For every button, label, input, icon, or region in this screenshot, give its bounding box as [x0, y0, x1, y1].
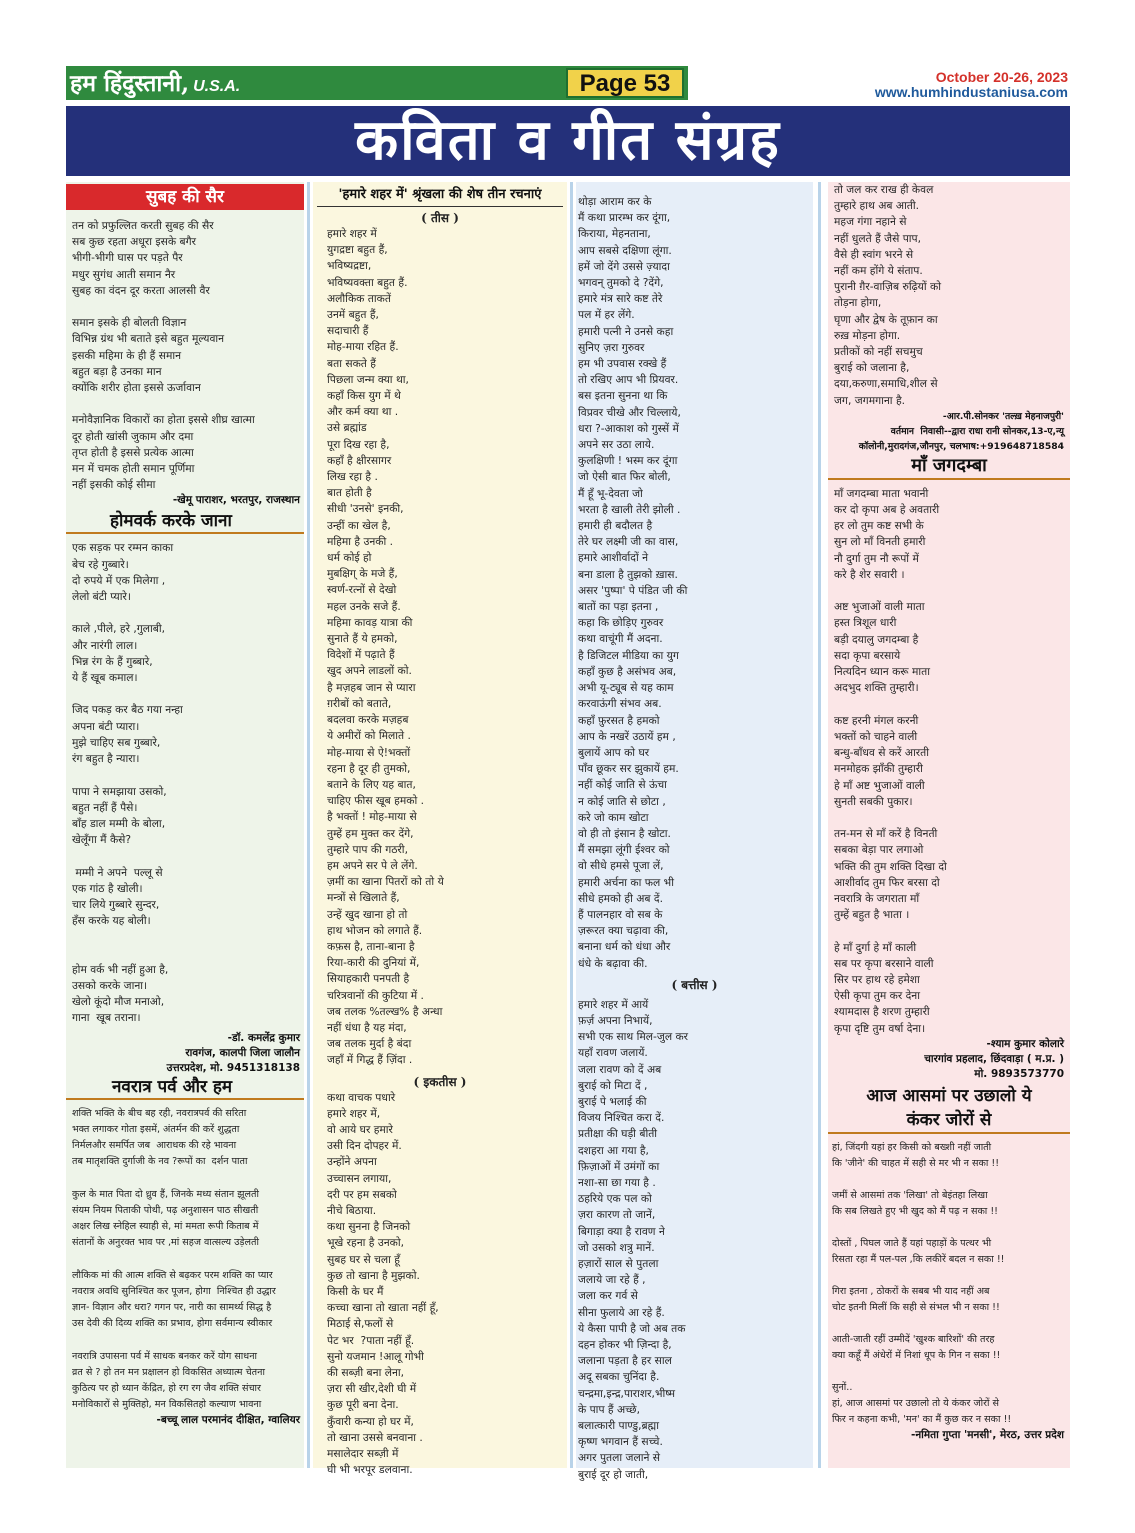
paper-name-hindi: हम हिंदुस्तानी, — [70, 70, 190, 97]
column-3 — [576, 182, 813, 1481]
series-title: 'हमारे शहर में' श्रृंखला की शेष तीन रचनाएं — [317, 184, 563, 207]
poem-author: -नमिता गुप्ता 'मनसी', मेरठ, उत्तर प्रदेश — [910, 1428, 1064, 1441]
column-divider — [570, 182, 573, 1468]
poem-author: -आर.पी.सोनकर 'तल्ख़ मेहनाजपुरी' वर्तमान निवासी--द्वारा राधा रानी सोनकर,13-ए,न्यू कॉलोनी,मुरादगंज,जौनपुर, चलभाष:+919648718584 — [858, 410, 1064, 452]
section-banner: कविता व गीत संग्रह — [66, 106, 1070, 176]
poem-battees-continued: तो जल कर राख ही केवल तुम्हारे हाथ अब आती. महज गंगा नहाने से नहीं धुलते हैं जैसे पाप, वैसे ही स्वांग भरने से नहीं कम होंगे ये संताप. पुरानी ग़ैर-वाज़िब रुढ़ियों को तोड़ना होगा, घृणा और द्वेष के तूफ़ान का रुख़ मोड़ना होगा. प्रतीकों को नहीं सचमुच बुराई को जलाना है, दया,करुणा,समाधि,शील से जग, जगमगाना है. — [834, 183, 941, 407]
poem-navratra: शक्ति भक्ति के बीच बह रही, नवरात्रपर्व की सरिता भक्त लगाकर गोता इसमें, अंतर्मन की करें शुद्धता निर्मलऔर समर्पित जब आराधक की रहे भावना तब मातृशक्ति दुर्गाजी के नव ?रूपों का दर्शन पाता कुल के मात पिता दो ध्रुव हैं, जिनके मध्य संतान झूलती संयम नियम पिताकी पोथी, पढ़ अनुशासन पाठ सीखती अक्षर लिख स्नेहिल स्याही से, मां ममता रूपी किताब में संतानों के अनुरक्त भाव पर ,मां सहज वात्सल्य उड़ेलती लौकिक मां की आत्म शक्ति से बढ़कर परम शक्ति का प्यार नवरात्र अवधि सुनिश्चित कर पूजन, होगा निश्चित ही उद्धार ज्ञान- विज्ञान और धरा? गगन पर, नारी का सामर्थ्य सिद्ध है उस देवी की दिव्य शक्ति का प्रभाव, होगा सर्वमान्य स्वीकार नवरात्रि उपासना पर्व में साधक बनकर करें योग साधना व्रत से ? हो तन मन प्रक्षालन हो विकसित अध्यात्म चेतना कुठित्य पर हो ध्यान केंद्रित, हो रग रग जैव शक्ति संचार मनोविकारों से मुक्तिहो, मन विकसितहो कल्याण भावना — [72, 1107, 276, 1411]
column-divider — [307, 182, 310, 1468]
poem-author: -खेमू पाराशर, भरतपुर, राजस्थान — [172, 494, 300, 507]
column-1 — [66, 182, 304, 1468]
section-heading: ( तीस ) — [421, 211, 459, 225]
column-2 — [313, 182, 567, 1477]
section-heading: ( इकतीस ) — [413, 1074, 467, 1089]
poem-title-navratra: नवरात्र पर्व और हम — [66, 1076, 304, 1100]
paper-name — [70, 70, 240, 101]
poem-iktees-continued: थोड़ा आराम कर के मैं कथा प्रारम्भ कर दूंगा, किराया, मेहनताना, आप सबसे दक्षिणा लूंगा. हमें जो देंगे उससे ज़्यादा भगवन् तुमको दे ?देंगे, हमारे मंत्र सारे कष्ट तेरे पल में हर लेंगे. हमारी पत्नी ने उनसे कहा सुनिए ज़रा गुरुवर हम भी उपवास रक्खे हैं तो रखिए आप भी प्रियवर. बस इतना सुनना था कि विप्रवर चीखे और चिल्लाये, धरा ?-आकाश को गुस्सें में अपने सर उठा लाये. कुलक्षिणी ! भस्म कर दूंगा जो ऐसी बात फिर बोली, मैं हूँ भू-देवता जो भरता है खाली तेरी झोली . हमारी ही बदौलत है तेरे घर लक्ष्मी जी का वास, हमारे आशीर्वादों ने बना डाला है तुझको ख़ास. असर 'पुष्पा' पे पंडित जी की बातों का पड़ा इतना , कहा कि छोड़िए गुरुवर कथा वाचूंगी मैं अदना. है डिजिटल मीडिया का युग कहाँ कुछ है असंभव अब, अभी यू-ट्यूब से यह काम करवाऊंगी संभव अब. कहाँ फ़ुरसत है हमको आप के नखरें उठायें हम , बुलायें आप को घर पाँव छूकर सर झुकायें हम. नहीं कोई जाति से ऊंचा न कोई जाति से छोटा , करे जो काम खोटा वो ही तो इंसान है खोटा. मैं समझा लूंगी ईश्वर को वो सीधे हमसे पूजा लें, हमारी अर्चना का फल भी सीधे हमको ही अब दें. हैं पालनहार वो सब के ज़रूरत क्या चढ़ावा की, बनाना धर्म को धंधा और धंधे के बढ़ावा की. — [578, 195, 688, 970]
column-4 — [828, 182, 1070, 1468]
poem-jagdamba: माँ जगदम्बा माता भवानी कर दो कृपा अब हे अवतारी हर लो तुम कष्ट सभी के सुन लो माँ विनती हमारी नौ दुर्गा तुम नौ रूपों में करे है शेर सवारी । अष्ट भुजाओं वाली माता हस्त त्रिशूल धारी बड़ी दयालु जगदम्बा है सदा कृपा बरसाये नित्यदिन ध्यान करू माता अदभुद शक्ति तुम्हारी। कष्ट हरनी मंगल करनी भक्तों को चाहने वाली बन्धु-बाँधव से करें आरती मनमोहक झाँकी तुम्हारी हे माँ अष्ट भुजाओं वाली सुनती सबकी पुकार। तन-मन से माँ करें है विनती सबका बेड़ा पार लगाओ भक्ति की तुम शक्ति दिखा दो आशीर्वाद तुम फिर बरसा दो नवरात्रि के जगराता माँ तुम्हें बहुत है भाता । हे माँ दुर्गा हे माँ काली सब पर कृपा बरसाने वाली सिर पर हाथ रहे हमेशा ऐसी कृपा तुम कर देना श्यामदास है शरण तुम्हारी कृपा दृष्टि तुम वर्षा देना। — [834, 486, 947, 1035]
poem-iktees: कथा वाचक पधारे हमारे शहर में, वो आये घर हमारे उसी दिन दोपहर में. उन्होंने अपना उच्चासन लगाया, दरी पर हम सबको नीचे बिठाया. कथा सुनना है जिनको भूखे रहना है उनको, सुबह घर से चला हूँ कुछ तो खाना है मुझको. किसी के घर मैं कच्चा खाना तो खाता नहीं हूँ, मिठाई से,फलों से पेट भर ?पाता नहीं हूँ. सुनो यजमान !आलू गोभी की सब्ज़ी बना लेना, ज़रा सी खीर,देशी घी में कुछ पूरी बना देना. कुँवारी कन्या हो घर में, तो खाना उससे बनवाना . मसालेदार सब्ज़ी में घी भी भरपूर डलवाना. — [327, 1090, 439, 1477]
poem-battees: हमारे शहर में आयें फ़र्ज़ अपना निभायें, सभी एक साथ मिल-जुल कर यहाँ रावण जलायें. जला रावण को दें अब बुराई को मिटा दें , बुराई पे भलाई की विजय निश्चित करा दें. प्रतीक्षा की घड़ी बीती दशहरा आ गया है, फ़िज़ाओं में उमंगों का नशा-सा छा गया है . ठहरिये एक पल को ज़रा कारण तो जानें, बिगाड़ा क्या है रावण ने जो उसको शत्रु मानें. हज़ारों साल से पुतला जलाये जा रहे हैं , जला कर गर्व से सीना फुलाये आ रहे हैं. ये कैसा पापी है जो अब तक दहन होकर भी ज़िन्दा है, जलाना पड़ता है हर साल अदू सबका चुनिंदा है. चन्द्रमा,इन्द्र,पाराशर,भीष्म के पाप हैं अच्छे, बलात्कारी पाण्डु,ब्रह्मा कृष्ण भगवान हैं सच्चे. अगर पुतला जलाने से बुराई दूर हो जाती, — [578, 997, 689, 1481]
poem-title-homework: होमवर्क करके जाना — [66, 510, 304, 534]
poem-homework: एक सड़क पर रम्मन काका बेच रहे गुब्बारे। दो रुपये में एक मिलेगा , लेलो बंटी प्यारे। काले ,पीले, हरे ,गुलाबी, और नारंगी लाल। भिन्न रंग के हैं गुब्बारे, ये हैं खूब कमाल। जिद पकड़ कर बैठ गया नन्हा अपना बंटी प्यारा। मुझे चाहिए सब गुब्बारे, रंग बहुत है न्यारा। पापा ने समझाया उसको, बहुत नहीं हैं पैसे। बाँह डाल मम्मी के बोला, खेलूँगा मैं कैसे? मम्मी ने अपने पल्लू से एक गांठ है खोली। चार लिये गुब्बारे सुन्दर, हँस करके यह बोली। होम वर्क भी नहीं हुआ है, उसको करके जाना। खेलो कूंदो मौज मनाओ, गाना खूब तराना। — [72, 541, 183, 1025]
poem-title-subah-ki-sair: सुबह की सैर — [66, 184, 304, 210]
paper-region: U.S.A. — [193, 78, 241, 95]
poem-aasman: हां, जिंदगी यहां हर किसी को बख्शी नहीं जाती कि 'जीने' की चाहत में सही से मर भी न सका !! जमीं से आसमां तक 'लिखा' तो बेइंतहा लिखा कि सब लिखते हुए भी खुद को मैं पढ़ न सका !! दोस्तों , पिघल जाते हैं यहां पहाड़ों के पत्थर भी रिसता रहा मैं पल-पल ,कि लकीरें बदल न सका !! गिरा इतना , ठोकरों के सबब भी याद नहीं अब चोट इतनी मिलीं कि सही से संभल भी न सका !! आती-जाती रहीं उम्मीदें 'खुश्क बारिशों' की तरह क्या कहूँ मैं अंधेरों में निशां धूप के गिन न सका !! सुनों.. हां, आज आसमां पर उछालो तो ये कंकर जोरों से फिर न कहना कभी, 'मन' का मैं कुछ कर न सका !! — [832, 1141, 1012, 1425]
section-heading: ( बत्तीस ) — [671, 977, 718, 992]
issue-date: October 20-26, 2023 — [935, 69, 1068, 85]
poem-author: -बच्चू लाल परमानंद दीक्षित, ग्वालियर — [156, 1414, 300, 1427]
poem-author: -श्याम कुमार कोलारे चारगांव प्रहलाद, छिंदवाड़ा ( म.प्र. ) मो. 9893573770 — [924, 1037, 1064, 1080]
poem-subah-ki-sair: तन को प्रफुल्लित करती सुबह की सैर सब कुछ रहता अधूरा इसके बगैर भीगी-भीगी घास पर पड़ते पैर मधुर सुगंध आती समान नैर सुबह का वंदन दूर करता आलसी वैर समान इसके ही बोलती विज्ञान विभिन्न ग्रंथ भी बताते इसे बहुत मूल्यवान इसकी महिमा के ही हैं समान बहुत बड़ा है उनका मान क्योंकि शरीर होता इससे ऊर्जावान मनोवैज्ञानिक विकारों का होता इससे शीघ्र खात्मा दूर होती खांसी जुकाम और दमा तृप्त होती है इससे प्रत्येक आत्मा मन में चमक होती समान पूर्णिमा नहीं इसकी कोई सीमा — [72, 219, 255, 492]
column-divider — [818, 182, 821, 1468]
poem-author: -डॉ. कमलेंद्र कुमार रावगंज, कालपी जिला जालौन उत्तरप्रदेश, मो. 9451318138 — [166, 1031, 300, 1074]
poem-title-jagdamba: माँ जगदम्बा — [828, 454, 1070, 480]
page-number: Page 53 — [566, 68, 684, 98]
website-link[interactable]: www.humhindustaniusa.com — [874, 84, 1068, 100]
poem-title-aasman: आज आसमां पर उछालो ये कंकर जोरों से — [828, 1084, 1070, 1134]
poem-tees: हमारे शहर में युगद्रष्टा बहुत हैं, भविष्यद्रष्टा, भविष्यवक्ता बहुत हैं. अलौकिक ताकतें उनमें बहुत हैं, सदाचारी हैं मोह-माया रहित हैं. बता सकते हैं पिछला जन्म क्या था, कहाँ किस युग में थे और कर्म क्या था . उसे ब्रह्मांड पूरा दिख रहा है, कहाँ है क्षीरसागर लिख रहा है . बात होती है सीधी 'उनसे' इनकी, उन्हीं का खेल है, महिमा है उनकी . धर्म कोई हो मुबक्षिग् के मजे हैं, स्वर्ण-रत्नों से देखो महल उनके सजे हैं. महिमा कावड़ यात्रा की सुनाते हैं ये हमको, विदेशों में पढ़ाते हैं खुद अपने लाडलों को. है मज़हब जान से प्यारा ग़रीबों को बताते, बदलवा करके मज़हब ये अमीरों को मिलाते . मोह-माया से ऐ!भक्तों रहना है दूर ही तुमको, बताने के लिए यह बात, चाहिए फीस खूब हमको . है भक्तों ! मोह-माया से तुम्हें हम मुक्त कर देंगे, तुम्हारे पाप की गठरी, हम अपने सर पे ले लेंगे. ज़मीं का खाना पितरों को तो ये मन्त्रों से खिलाते हैं, उन्हें खुद खाना हो तो हाथ भोजन को लगाते हैं. कफ़स है, ताना-बाना है रिया-कारी की दुनियां में, सियाहकारी पनपती है चरित्रवानों की कुटिया में . जब तलक %तल्ख% है अन्धा नहीं धंधा है यह मंदा, जब तलक मुर्दा है बंदा जहाँ में गिद्ध हैं ज़िंदा . — [327, 227, 444, 1067]
